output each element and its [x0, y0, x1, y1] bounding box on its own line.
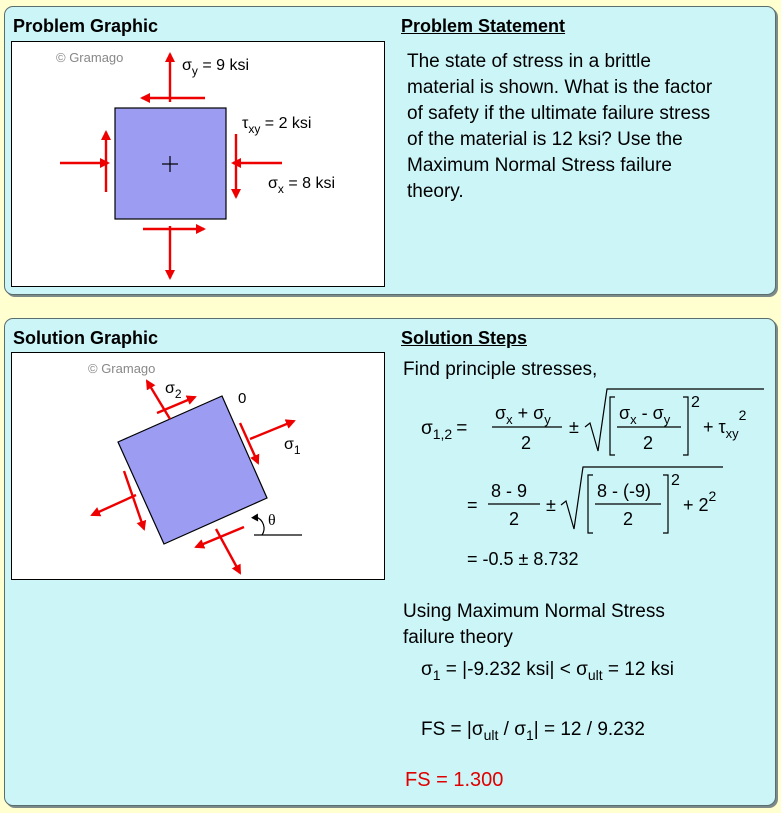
statement-line: of safety if the ultimate failure stress [407, 103, 711, 124]
svg-text:=: = [467, 495, 478, 515]
fs-line: FS = $|\sigma_{ult} / \sigma_1| = 12 / 9.232$ [421, 719, 645, 743]
using-text: Using Maximum Normal Stress failure theory [403, 601, 665, 648]
sigma1-left-arrow [92, 495, 136, 515]
svg-text:±: ± [569, 417, 579, 437]
sigma-y-label: $\sigma_y = 9$ ksi [182, 57, 250, 78]
problem-stress-diagram [12, 42, 386, 288]
svg-text:+ 22: + $2^2$ [683, 488, 717, 515]
solution-panel [4, 318, 776, 806]
problem-graphic [11, 41, 385, 287]
svg-text:+ τxy2: + $\tau_{xy}^2$ [703, 407, 747, 441]
principal-stress-formula [403, 385, 775, 579]
zero-label: 0 [238, 390, 247, 407]
svg-text:8 - (-9): 8 - (-9) [597, 481, 651, 501]
svg-text:2: 2 [521, 433, 532, 453]
svg-text:2: 2 [623, 509, 634, 529]
svg-text:2: 2 [671, 472, 680, 489]
solution-graphic [11, 352, 385, 580]
answer: FS = 1.300 [405, 769, 504, 791]
tau-xy-label: $\tau_{xy} = 2$ ksi [242, 115, 312, 136]
solution-steps-title: Solution Steps [401, 328, 527, 348]
problem-graphic-title: Problem Graphic [13, 16, 159, 36]
problem-statement [407, 49, 712, 205]
svg-text:σx - σy: $\sigma_x - \sigma_y$ [619, 403, 671, 427]
problem-panel [4, 6, 776, 295]
svg-text:σ1,2=: $\sigma_{1,2}$ = [421, 418, 468, 442]
theta-label: θ [268, 512, 276, 529]
svg-text:8 - 9: 8 - 9 [491, 481, 528, 501]
svg-text:2: 2 [643, 433, 654, 453]
watermark: © Gramago [56, 50, 124, 65]
problem-statement-title: Problem Statement [401, 16, 566, 36]
result-line: = -0.5 ± 8.732 [467, 549, 579, 569]
svg-text:σx + σy: $\sigma_x + \sigma_y$ [495, 403, 551, 427]
statement-line: of the material is 12 ksi? Use the [407, 129, 683, 150]
intro-line: Find principle stresses, [403, 359, 598, 380]
sigma1-line: $\sigma_1 = |-9.232$ $ksi| < \sigma_{ult} = 12$ ksi [421, 659, 674, 683]
sigma1-label: $\sigma_1$ [284, 436, 301, 457]
svg-text:±: ± [546, 495, 556, 515]
sigma2-bottom-arrow [216, 529, 240, 573]
statement-line: theory. [407, 181, 464, 202]
svg-text:2: 2 [509, 509, 520, 529]
sigma-x-label: $\sigma_x = 8$ ksi [268, 175, 336, 196]
sigma2-label: $\sigma_2$ [165, 380, 182, 401]
watermark: © Gramago [88, 361, 156, 376]
statement-line: The state of stress in a brittle [407, 51, 651, 72]
statement-line: Maximum Normal Stress failure [407, 155, 672, 176]
principal-stress-diagram [12, 353, 386, 581]
solution-graphic-title: Solution Graphic [13, 328, 159, 348]
statement-line: material is shown. What is the factor [407, 77, 713, 98]
shear-bottom-arrow [196, 527, 244, 547]
svg-text:2: 2 [691, 394, 700, 411]
